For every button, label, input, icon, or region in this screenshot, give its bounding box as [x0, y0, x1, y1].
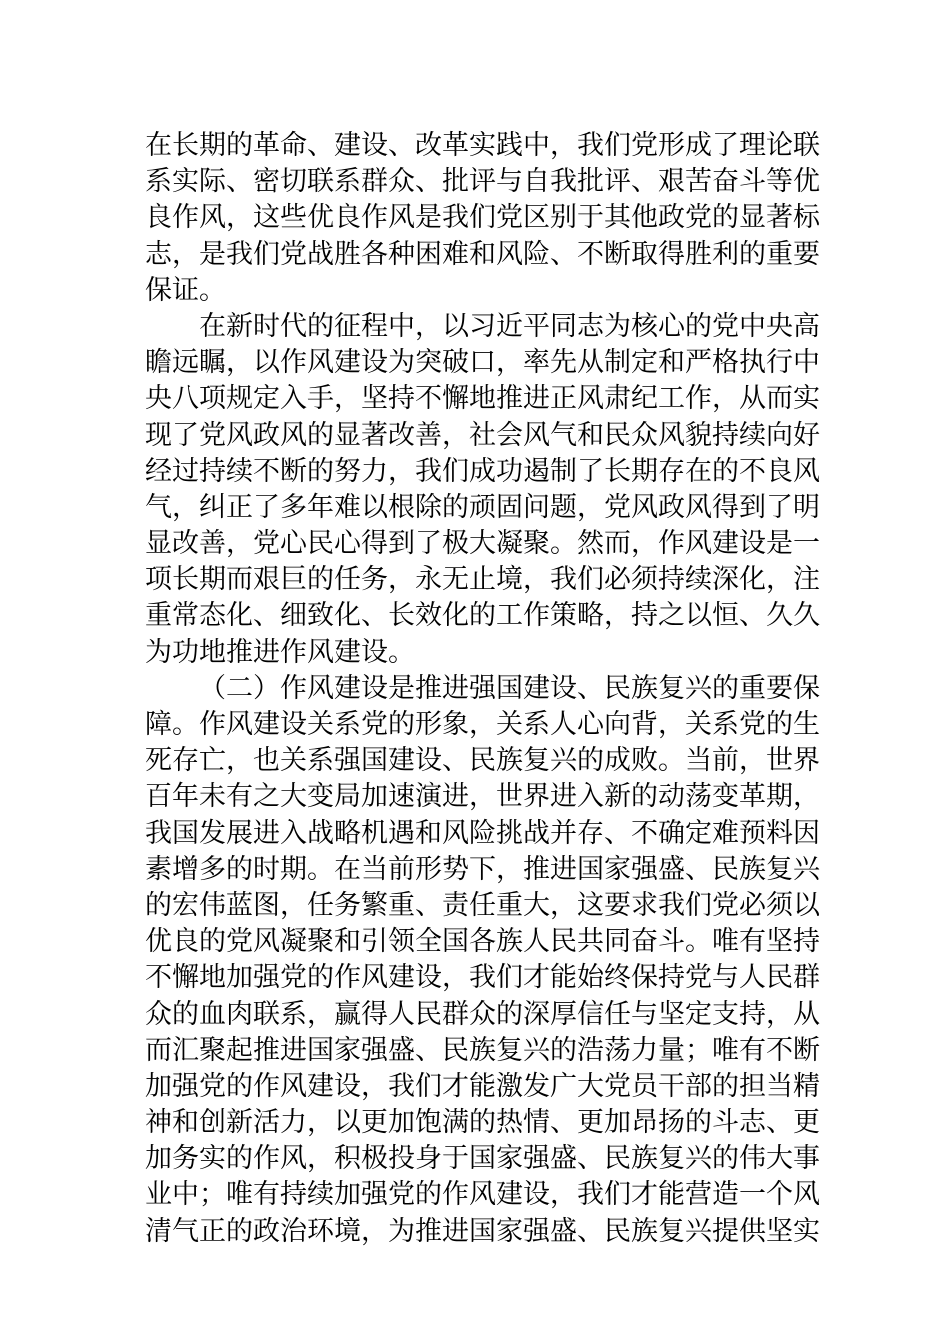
paragraph-line: 而汇聚起推进国家强盛、民族复兴的浩荡力量；唯有不断 [145, 1034, 820, 1066]
paragraph-p2 [145, 309, 820, 671]
paragraph-line: 优良的党风凝聚和引领全国各族人民共同奋斗。唯有坚持 [145, 926, 820, 958]
paragraph-line: 百年未有之大变局加速演进，世界进入新的动荡变革期， [145, 781, 820, 813]
paragraph-line: 保证。 [145, 274, 226, 306]
paragraph-line: 在长期的革命、建设、改革实践中，我们党形成了理论联 [145, 130, 820, 161]
paragraph-line: 重常态化、细致化、长效化的工作策略，持之以恒、久久 [145, 600, 820, 632]
paragraph-line: （二）作风建设是推进强国建设、民族复兴的重要保 [199, 672, 820, 704]
paragraph-line: 显改善，党心民心得到了极大凝聚。然而，作风建设是一 [145, 528, 820, 560]
paragraph-line: 加务实的作风，积极投身于国家强盛、民族复兴的伟大事 [145, 1143, 820, 1175]
paragraph-line: 死存亡，也关系强国建设、民族复兴的成败。当前，世界 [145, 745, 820, 777]
paragraph-line: 良作风，这些优良作风是我们党区别于其他政党的显著标 [145, 202, 820, 234]
paragraph-p3 [145, 671, 820, 1250]
document-body [145, 128, 820, 1250]
paragraph-p1 [145, 128, 820, 309]
paragraph-line: 瞻远瞩，以作风建设为突破口，率先从制定和严格执行中 [145, 347, 820, 379]
paragraph-line: 系实际、密切联系群众、批评与自我批评、艰苦奋斗等优 [145, 166, 820, 198]
paragraph-line: 央八项规定入手，坚持不懈地推进正风肃纪工作，从而实 [145, 383, 820, 415]
paragraph-line: 业中；唯有持续加强党的作风建设，我们才能营造一个风 [145, 1179, 820, 1211]
paragraph-line: 加强党的作风建设，我们才能激发广大党员干部的担当精 [145, 1070, 820, 1102]
paragraph-line: 为功地推进作风建设。 [145, 636, 415, 668]
paragraph-line: 经过持续不断的努力，我们成功遏制了长期存在的不良风 [145, 455, 820, 487]
paragraph-line: 众的血肉联系，赢得人民群众的深厚信任与坚定支持，从 [145, 998, 820, 1030]
paragraph-line: 神和创新活力，以更加饱满的热情、更加昂扬的斗志、更 [145, 1107, 820, 1139]
paragraph-line: 清气正的政治环境，为推进国家强盛、民族复兴提供坚实 [145, 1215, 820, 1247]
paragraph-line: 的宏伟蓝图，任务繁重、责任重大，这要求我们党必须以 [145, 889, 820, 921]
paragraph-line: 素增多的时期。在当前形势下，推进国家强盛、民族复兴 [145, 853, 820, 885]
paragraph-line: 障。作风建设关系党的形象，关系人心向背，关系党的生 [145, 709, 820, 740]
paragraph-line: 气，纠正了多年难以根除的顽固问题，党风政风得到了明 [145, 491, 820, 523]
paragraph-line: 项长期而艰巨的任务，永无止境，我们必须持续深化，注 [145, 564, 820, 596]
paragraph-line: 现了党风政风的显著改善，社会风气和民众风貌持续向好 [145, 419, 820, 451]
paragraph-line: 我国发展进入战略机遇和风险挑战并存、不确定难预料因 [145, 817, 820, 849]
paragraph-line: 不懈地加强党的作风建设，我们才能始终保持党与人民群 [145, 962, 820, 994]
paragraph-line: 在新时代的征程中，以习近平同志为核心的党中央高 [199, 310, 820, 342]
paragraph-line: 志，是我们党战胜各种困难和风险、不断取得胜利的重要 [145, 238, 820, 270]
